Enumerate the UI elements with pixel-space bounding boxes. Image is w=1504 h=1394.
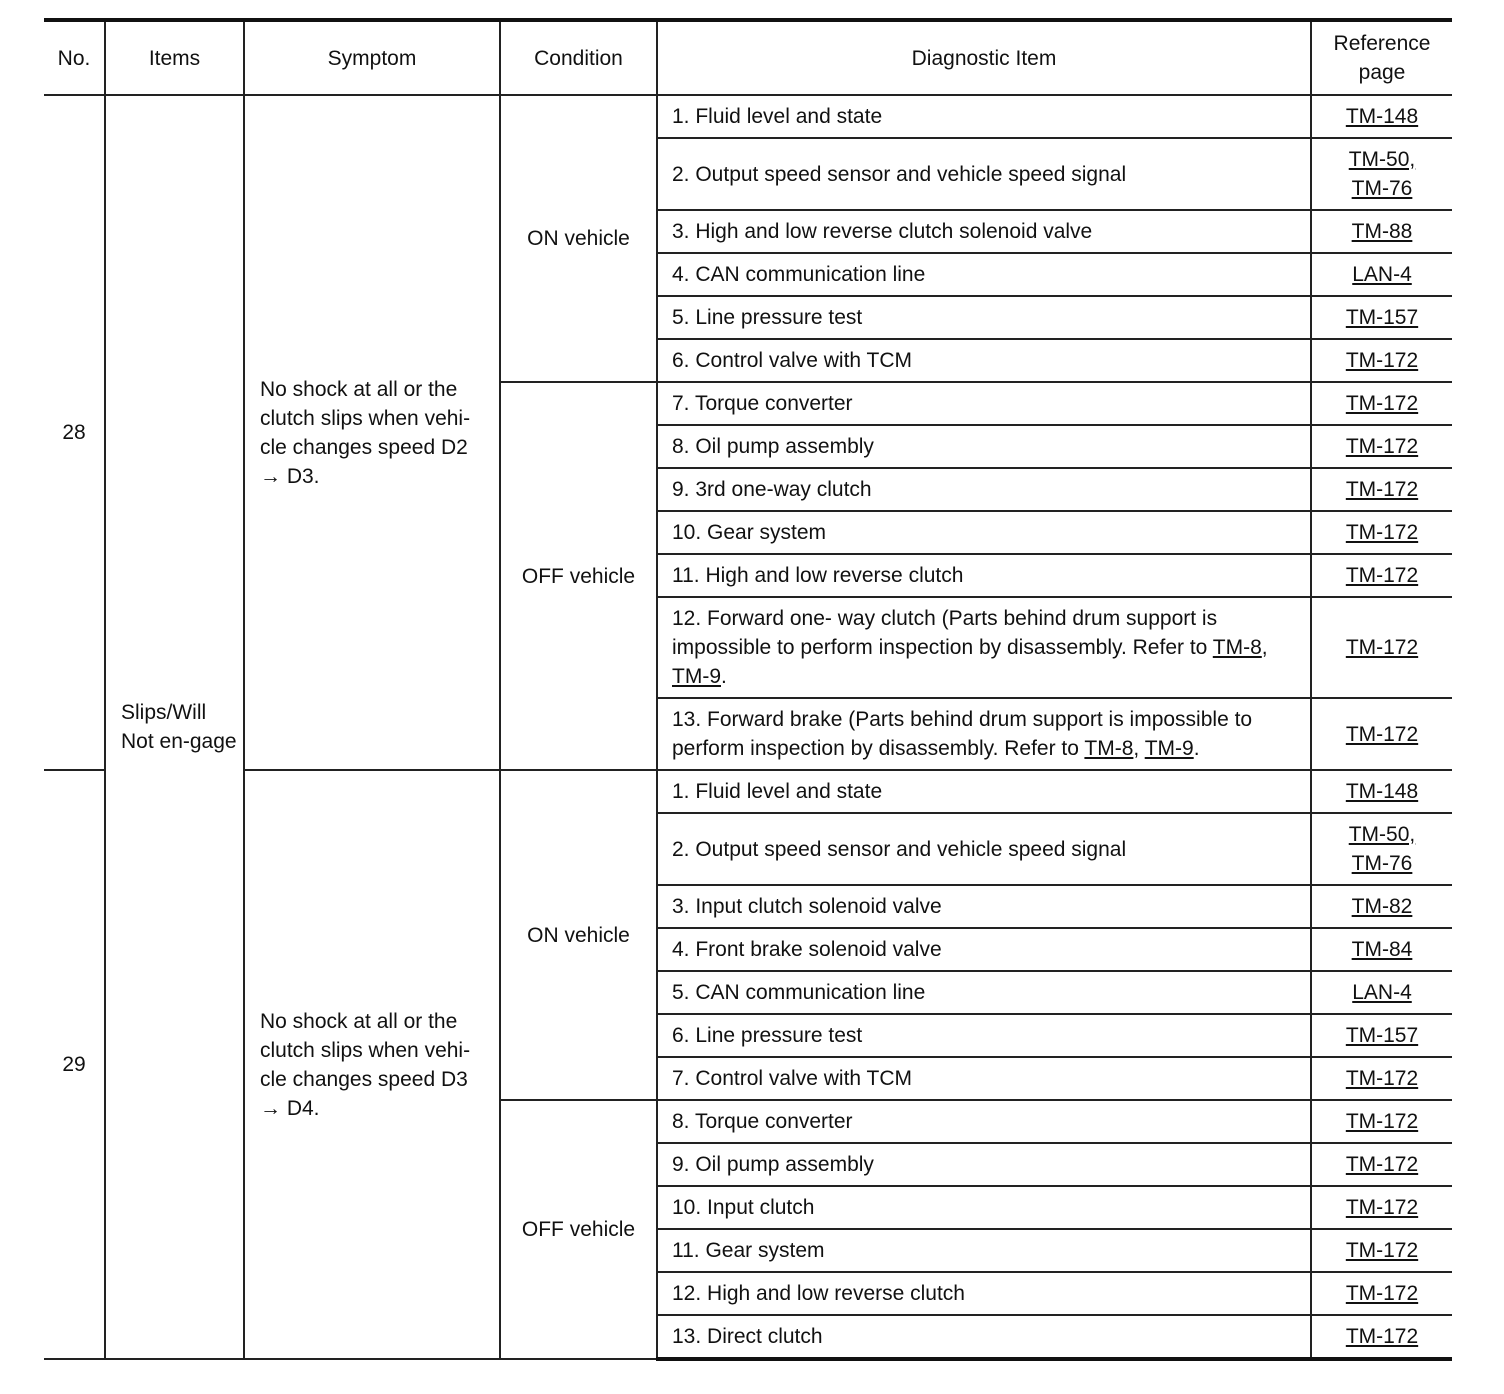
diagnostic-item-cell: 8. Torque converter [657,1100,1311,1143]
reference-link[interactable]: TM-76 [1351,177,1413,200]
reference-link[interactable]: TM-50, [1348,148,1416,171]
reference-link[interactable]: TM-157 [1345,1024,1419,1047]
diagnostic-item-cell: 1. Fluid level and state [657,95,1311,138]
diagnostic-item-cell: 3. Input clutch solenoid valve [657,885,1311,928]
reference-page-cell [1311,382,1452,425]
condition-off-vehicle: OFF vehicle [500,382,657,770]
diagnostic-item-cell: 5. CAN communication line [657,971,1311,1014]
reference-page-cell [1311,468,1452,511]
reference-page-cell [1311,597,1452,698]
diagnostic-item-cell: 2. Output speed sensor and vehicle speed signal [657,813,1311,885]
reference-link[interactable]: TM-172 [1345,1110,1419,1133]
reference-page-cell [1311,339,1452,382]
diagnostic-item-cell: 1. Fluid level and state [657,770,1311,813]
reference-link[interactable]: TM-88 [1351,220,1413,243]
diagnostic-item-cell: 10. Gear system [657,511,1311,554]
reference-link[interactable]: TM-172 [1345,478,1419,501]
reference-page-cell [1311,928,1452,971]
reference-link[interactable]: LAN-4 [1352,263,1412,286]
reference-page-cell [1311,138,1452,210]
diagnostic-item-cell: 13. Forward brake (Parts behind drum support is impossible to perform inspection by disassembly. Refer to TM-8, TM-9. [657,698,1311,770]
header-diagnostic-item: Diagnostic Item [657,20,1311,95]
reference-page-cell [1311,1186,1452,1229]
reference-page-cell [1311,1229,1452,1272]
diagnostic-item-cell: 11. High and low reverse clutch [657,554,1311,597]
reference-page-cell [1311,511,1452,554]
row-number: 29 [44,770,105,1359]
diagnostic-item-cell: 9. 3rd one-way clutch [657,468,1311,511]
reference-link[interactable]: TM-172 [1345,1325,1419,1348]
reference-page-cell [1311,770,1452,813]
reference-page-cell [1311,885,1452,928]
header-items: Items [105,20,244,95]
reference-link[interactable]: TM-50, [1348,823,1416,846]
reference-link[interactable]: TM-172 [1345,435,1419,458]
condition-off-vehicle: OFF vehicle [500,1100,657,1359]
diagnostic-item-cell: 11. Gear system [657,1229,1311,1272]
symptom-cell: No shock at all or the clutch slips when vehi-cle changes speed D3 → D4. [244,770,500,1359]
table-row [44,770,1452,813]
header-no: No. [44,20,105,95]
header-condition: Condition [500,20,657,95]
reference-page-cell [1311,1272,1452,1315]
reference-link[interactable]: TM-172 [1345,1196,1419,1219]
diagnostic-item-cell: 4. Front brake solenoid valve [657,928,1311,971]
diagnostic-item-cell: 12. Forward one- way clutch (Parts behind drum support is impossible to perform inspection by disassembly. Refer to TM-8, TM-9. [657,597,1311,698]
reference-page-cell [1311,971,1452,1014]
reference-link[interactable]: TM-8 [1084,737,1134,760]
reference-link[interactable]: TM-84 [1351,938,1413,961]
reference-link[interactable]: TM-148 [1345,105,1419,128]
diagnostic-item-cell: 8. Oil pump assembly [657,425,1311,468]
reference-page-cell [1311,296,1452,339]
diagnosis-table [44,18,1452,1361]
reference-link[interactable]: TM-172 [1345,349,1419,372]
reference-page-cell [1311,1057,1452,1100]
reference-page-cell [1311,1143,1452,1186]
reference-link[interactable]: TM-148 [1345,780,1419,803]
header-symptom: Symptom [244,20,500,95]
reference-link[interactable]: TM-172 [1345,722,1419,746]
reference-page-cell [1311,95,1452,138]
reference-link[interactable]: TM-172 [1345,564,1419,587]
reference-link[interactable]: TM-82 [1351,895,1413,918]
reference-page-cell [1311,554,1452,597]
diagnostic-item-cell: 3. High and low reverse clutch solenoid valve [657,210,1311,253]
diagnostic-item-cell: 12. High and low reverse clutch [657,1272,1311,1315]
reference-link[interactable]: TM-172 [1345,1153,1419,1176]
diagnostic-item-cell: 5. Line pressure test [657,296,1311,339]
reference-link[interactable]: TM-8 [1212,636,1262,659]
reference-link[interactable]: TM-172 [1345,1282,1419,1305]
reference-link[interactable]: TM-9 [1144,737,1194,760]
diagnostic-item-cell: 13. Direct clutch [657,1315,1311,1359]
reference-page-cell [1311,253,1452,296]
diagnostic-item-cell: 4. CAN communication line [657,253,1311,296]
reference-page-cell [1311,813,1452,885]
diagnostic-item-cell: 7. Torque converter [657,382,1311,425]
reference-page-cell [1311,1315,1452,1359]
diagnostic-item-cell: 7. Control valve with TCM [657,1057,1311,1100]
diagnostic-item-cell: 10. Input clutch [657,1186,1311,1229]
diagnostic-item-cell: 9. Oil pump assembly [657,1143,1311,1186]
diagnostic-item-cell: 2. Output speed sensor and vehicle speed signal [657,138,1311,210]
diagnostic-item-cell: 6. Control valve with TCM [657,339,1311,382]
reference-link[interactable]: TM-172 [1345,636,1419,659]
header-reference-page: Reference page [1311,20,1452,95]
condition-on-vehicle: ON vehicle [500,770,657,1100]
reference-page-cell [1311,1014,1452,1057]
reference-link[interactable]: TM-172 [1345,1239,1419,1262]
reference-page-cell [1311,698,1452,770]
table-row [44,95,1452,138]
items-cell: Slips/Will Not en-gage [105,95,244,1359]
condition-on-vehicle: ON vehicle [500,95,657,382]
reference-link[interactable]: TM-9 [672,665,721,688]
reference-page-cell [1311,210,1452,253]
reference-link[interactable]: TM-76 [1351,852,1413,875]
reference-link[interactable]: TM-157 [1345,306,1419,329]
reference-page-cell [1311,1100,1452,1143]
reference-page-cell [1311,425,1452,468]
symptom-cell: No shock at all or the clutch slips when vehi-cle changes speed D2 → D3. [244,95,500,770]
reference-link[interactable]: TM-172 [1345,1067,1419,1090]
reference-link[interactable]: TM-172 [1345,392,1419,415]
row-number: 28 [44,95,105,770]
reference-link[interactable]: TM-172 [1345,521,1419,544]
reference-link[interactable]: LAN-4 [1352,981,1412,1004]
diagnostic-item-cell: 6. Line pressure test [657,1014,1311,1057]
